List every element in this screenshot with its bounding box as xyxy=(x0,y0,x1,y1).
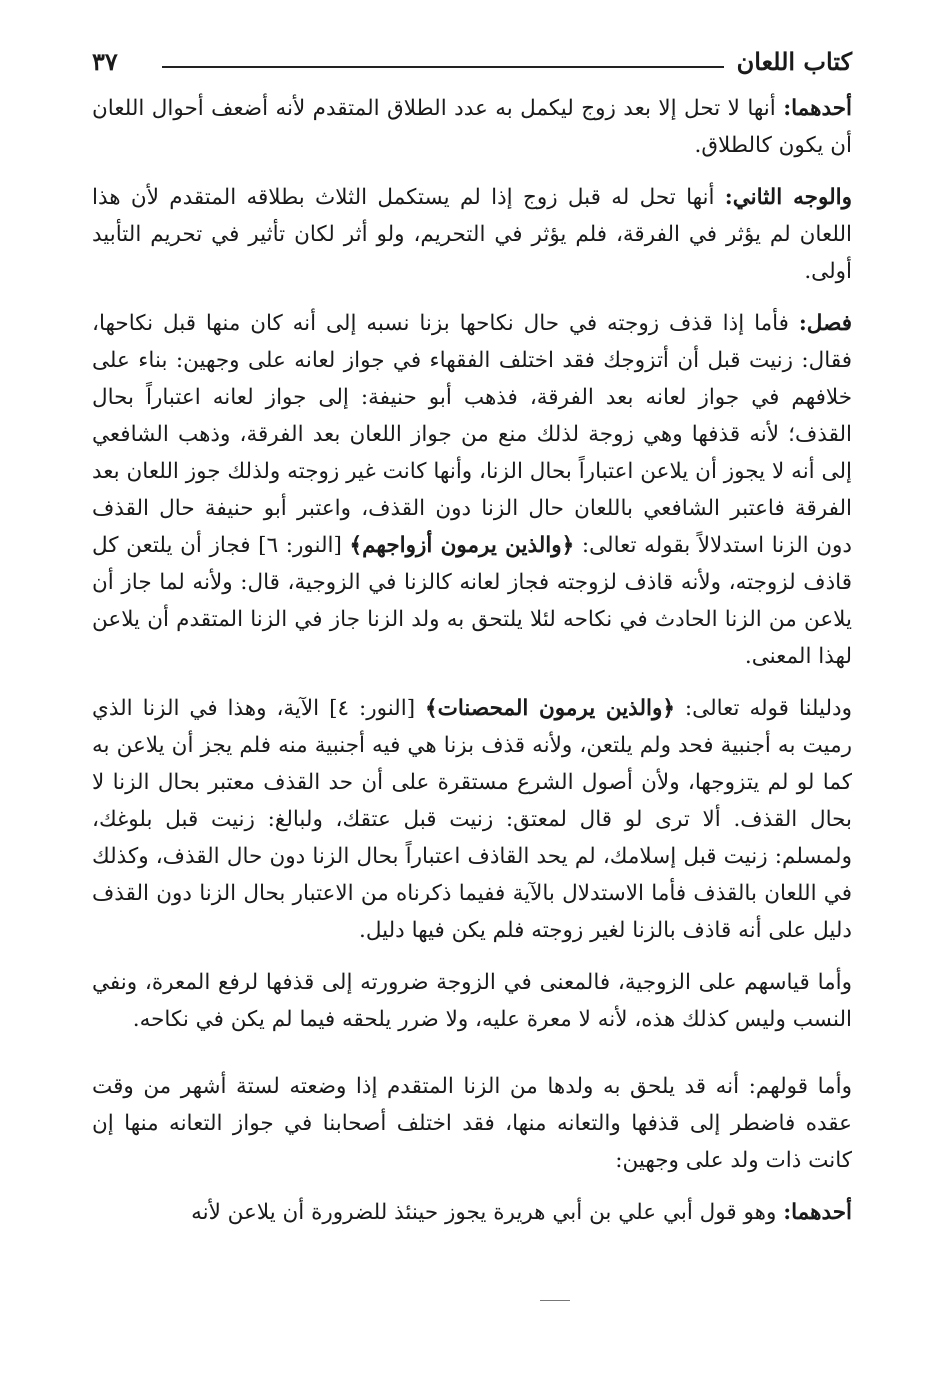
paragraph-text: وأما قياسهم على الزوجية، فالمعنى في الزوجة ضرورته إلى قذفها لرفع المعرة، ونفي النسب وليس كذلك هذه، لأنه لا معرة عليه، ولا ضرر يلحقه فيما لم يكن في نكاحه. xyxy=(92,970,852,1032)
paragraph-section-qadhf xyxy=(92,305,852,675)
paragraph-first-opinion xyxy=(92,90,852,164)
paragraph-evidence xyxy=(92,690,852,949)
paragraph-first-view xyxy=(92,1194,852,1231)
paragraph-text: وأما قولهم: أنه قد يلحق به ولدها من الزنا المتقدم إذا وضعته لستة أشهر من وقت عقده فاضطر إلى قذفها والتعانه منها، فقد اختلف أصحابنا في جواز التعانه منها إن كانت ذات ولد على وجهين: xyxy=(92,1074,853,1173)
paragraph-text: فأما إذا قذف زوجته في حال نكاحها بزنا نسبه إلى أنه كان منها قبل نكاحها، فقال: زنيت قبل أن أتزوجك فقد اختلف الفقهاء في جواز لعانه على وجهين: بناء على خلافهم في جواز لعانه بعد الفرقة، فذهب أبو حنيفة: إلى جواز لعانه اعتباراً بحال القذف؛ لأنه قذفها وهي زوجة لذلك منع من جواز اللعان بعد الفرقة، وذهب الشافعي إلى أنه لا يجوز أن يلاعن اعتباراً بحال الزنا، وأنها كانت غير زوجته ولذلك جوز اللعان بعد الفرقة فاعتبر الشافعي باللعان حال الزنا دون القذف، واعتبر أبو حنيفة حال القذف دون الزنا استدلالاً بقوله تعالى: xyxy=(92,311,852,558)
paragraph-their-claim xyxy=(92,1068,852,1179)
paragraph-text: أنها تحل له قبل زوج إذا لم يستكمل الثلاث بطلاقه المتقدم لأن هذا اللعان لم يؤثر في الفرقة، فلم يؤثر في التحريم، ولو أثر لكان تأثير في تحريم التأبيد أولى. xyxy=(92,185,852,284)
paragraph-text: [النور: ٦] فجاز أن يلتعن كل قاذف لزوجته، ولأنه قاذف لزوجته فجاز لعانه كالزنا في الزوجية، قال: ولأنه لما جاز أن يلاعن من الزنا الحادث في نكاحه لئلا يلتحق به ولد الزنا جاز في الزنا المتقدم أن يلاعن لهذا المعنى. xyxy=(92,533,852,669)
paragraph-lead: والوجه الثاني: xyxy=(724,185,852,210)
page-header xyxy=(92,40,852,84)
paragraph-text: [النور: ٤] الآية، وهذا في الزنا الذي رميت به أجنبية فحد ولم يلتعن، ولأنه قذف بزنا هي فيه أجنبية منه فلم يجز أن يلاعن به كما لو لم يتزوجها، ولأن أصول الشرع مستقرة على أن حد القذف معتبر بحال الزنا لا بحال القذف. ألا ترى لو قال لمعتق: زنيت قبل عتقك، ولبالغ: زنيت قبل بلوغك، ولمسلم: زنيت قبل إسلامك، لم يحد القاذف اعتباراً بحال الزنا دون حال القذف، وكذلك في اللعان بالقذف فأما الاستدلال بالآية ففيما ذكرناه من الاعتبار بحال الزنا دون القذف دليل على أنه قاذف بالزنا لغير زوجته فلم يكن فيها دليل. xyxy=(92,696,852,943)
paragraph-analogy xyxy=(92,964,852,1038)
quran-quote: ﴿والذين يرمون المحصنات﴾ xyxy=(425,696,675,721)
page-number: ٣٧ xyxy=(92,47,118,76)
header-rule xyxy=(162,66,724,68)
paragraph-text: وهو قول أبي علي بن أبي هريرة يجوز حينئذ للضرورة أن يلاعن لأنه xyxy=(191,1200,777,1225)
paragraph-lead: أحدهما: xyxy=(783,96,852,121)
page-content xyxy=(92,90,852,1246)
paragraph-text: أنها لا تحل إلا بعد زوج ليكمل به عدد الطلاق المتقدم لأنه أضعف أحوال اللعان أن يكون كالطلاق. xyxy=(92,96,852,158)
quran-quote: ﴿والذين يرمون أزواجهم﴾ xyxy=(349,533,575,558)
footer-mark xyxy=(540,1300,570,1301)
running-title: كتاب اللعان xyxy=(736,47,852,76)
paragraph-lead: فصل: xyxy=(798,311,852,336)
paragraph-text: ودليلنا قوله تعالى: xyxy=(684,696,853,721)
paragraph-second-opinion xyxy=(92,179,852,290)
paragraph-lead: أحدهما: xyxy=(783,1200,852,1225)
